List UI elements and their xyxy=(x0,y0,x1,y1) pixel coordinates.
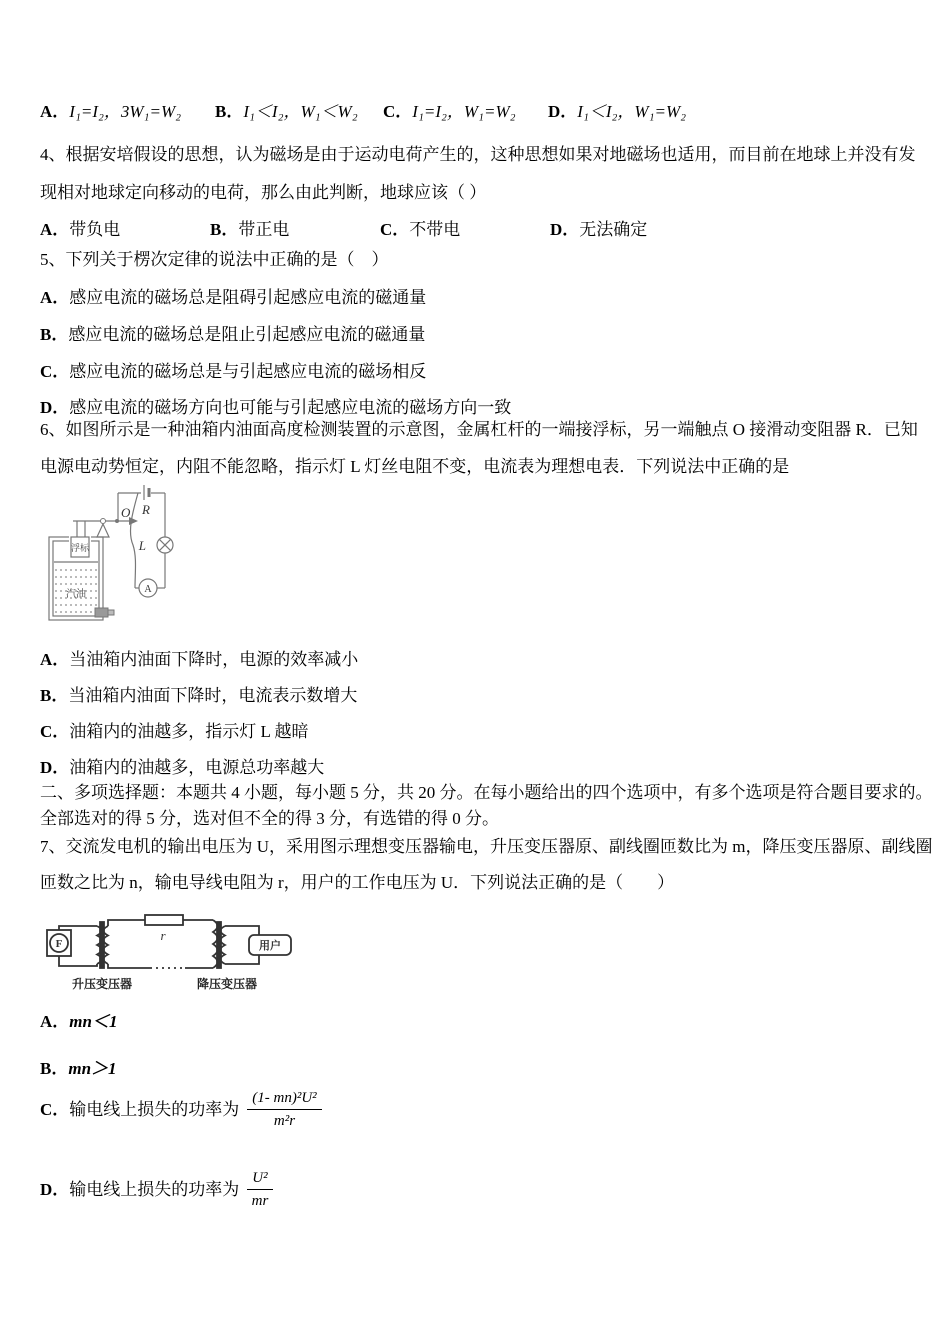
stepdown-transformer-label: 降压变压器 xyxy=(196,977,258,991)
line-resistor-icon xyxy=(145,915,183,925)
question-7-stem-line-2: 匝数之比为 n，输电导线电阻为 r，用户的工作电压为 U．下列说法正确的是（ ） xyxy=(40,873,675,892)
question-4-stem-line-1: 4、根据安培假设的思想，认为磁场是由于运动电荷产生的，这种思想如果对地磁场也适用，而目前在地球上并没有发 xyxy=(40,145,916,164)
question-6-stem-line-1: 6、如图所示是一种油箱内油面高度检测装置的示意图，金属杠杆的一端接浮标，另一端触点 O 接滑动变阻器 R．已知 xyxy=(40,420,918,439)
q7-option-d: D． 输电线上损失的功率为 $\frac{\text{U²}}{mr}$ xyxy=(40,1168,273,1211)
q7-option-b: B．mn＞1 xyxy=(40,1059,117,1078)
q5-option-b: B．感应电流的磁场总是阻止引起感应电流的磁通量 xyxy=(40,325,426,344)
q7-option-c-fraction: $\frac{\text{(1- mn)²U²}}{\text{m²r}}$ xyxy=(247,1088,321,1131)
user-box-label: 用户 xyxy=(259,940,281,952)
ammeter-label: A xyxy=(144,584,152,595)
generator-symbol-label: F xyxy=(55,938,63,950)
transformer-transmission-figure xyxy=(45,898,295,1000)
transformer-transmission-svg xyxy=(45,898,295,993)
battery-icon xyxy=(144,485,149,500)
q5-option-a: A．感应电流的磁场总是阻碍引起感应电流的磁通量 xyxy=(40,288,427,307)
lamp-icon xyxy=(157,537,173,553)
q7-option-c: C． 输电线上损失的功率为 $\frac{\text{(1- mn)²U²}}{\text{m²r}}$ xyxy=(40,1088,322,1131)
question-5-stem: 5、下列关于楞次定律的说法中正确的是（ ） xyxy=(40,250,389,269)
q6-option-b: B．当油箱内油面下降时，电流表示数增大 xyxy=(40,686,358,705)
q6-option-a: A．当油箱内油面下降时，电源的效率减小 xyxy=(40,650,359,669)
fulcrum-triangle xyxy=(97,524,109,537)
q6-option-c: C．油箱内的油越多，指示灯 L 越暗 xyxy=(40,722,309,741)
q4-option-b: B．带正电 xyxy=(210,220,290,239)
section-2-header-line-1: 二、多项选择题：本题共 4 小题，每小题 5 分，共 20 分。在每小题给出的四个选项中，有多个选项是符合题目要求的。 xyxy=(40,783,933,802)
lever-pivot-ring xyxy=(101,519,106,524)
oil-tank-circuit-svg xyxy=(45,483,220,633)
q7-option-a: A．mn＜1 xyxy=(40,1012,118,1031)
q4-option-d: D．无法确定 xyxy=(550,220,648,239)
stepup-transformer-label: 升压变压器 xyxy=(71,977,133,991)
question-7-stem-line-1: 7、交流发电机的输出电压为 U，采用图示理想变压器输电，升压变压器原、副线圈匝数比为 m，降压变压器原、副线圈 xyxy=(40,837,933,856)
q3-option-b: B．I₁＜I₂，W₁＜W₂ xyxy=(215,102,358,121)
q3-option-c: C．I₁=I₂，W₁=W₂ xyxy=(383,102,516,121)
lever-junction-dot xyxy=(115,519,119,523)
transmission-bottom-left xyxy=(108,964,150,968)
question-4-options-row xyxy=(40,218,647,242)
q4-option-a: A．带负电 xyxy=(40,220,121,239)
tank-valve-icon xyxy=(95,608,114,617)
oil-label: 汽油 xyxy=(66,589,86,600)
question-6-stem-line-2: 电源电动势恒定，内阻不能忽略，指示灯 L 灯丝电阻不变，电流表为理想电表．下列说法中正确的是 xyxy=(40,457,790,476)
question-4-stem-line-2: 现相对地球定向移动的电荷，那么由此判断，地球应该（ ） xyxy=(40,183,487,202)
q5-option-c: C．感应电流的磁场总是与引起感应电流的磁场相反 xyxy=(40,362,427,381)
q3-option-a: A．I₁=I₂，3W₁=W₂ xyxy=(40,102,182,121)
line-resistor-label: r xyxy=(160,928,166,943)
oil-tank-circuit-figure xyxy=(45,483,220,640)
lamp-label: L xyxy=(138,538,146,553)
q6-option-d: D．油箱内的油越多，电源总功率越大 xyxy=(40,758,325,777)
q5-option-d: D．感应电流的磁场方向也可能与引起感应电流的磁场方向一致 xyxy=(40,398,512,417)
rheostat-label: R xyxy=(142,502,150,517)
contact-point-label: O xyxy=(121,505,131,520)
section-2-header-line-2: 全部选对的得 5 分，选对但不全的得 3 分，有选错的得 0 分。 xyxy=(40,809,499,828)
transmission-top-left xyxy=(108,920,145,926)
float-label: 浮标 xyxy=(70,543,90,553)
q7-option-d-fraction: $\frac{\text{U²}}{mr}$ xyxy=(247,1168,272,1211)
rheostat-wire xyxy=(130,493,138,588)
q3-option-d: D．I₁＜I₂，W₁=W₂ xyxy=(548,102,687,121)
q4-option-c: C．不带电 xyxy=(380,220,461,239)
question-3-options-row xyxy=(40,100,686,124)
